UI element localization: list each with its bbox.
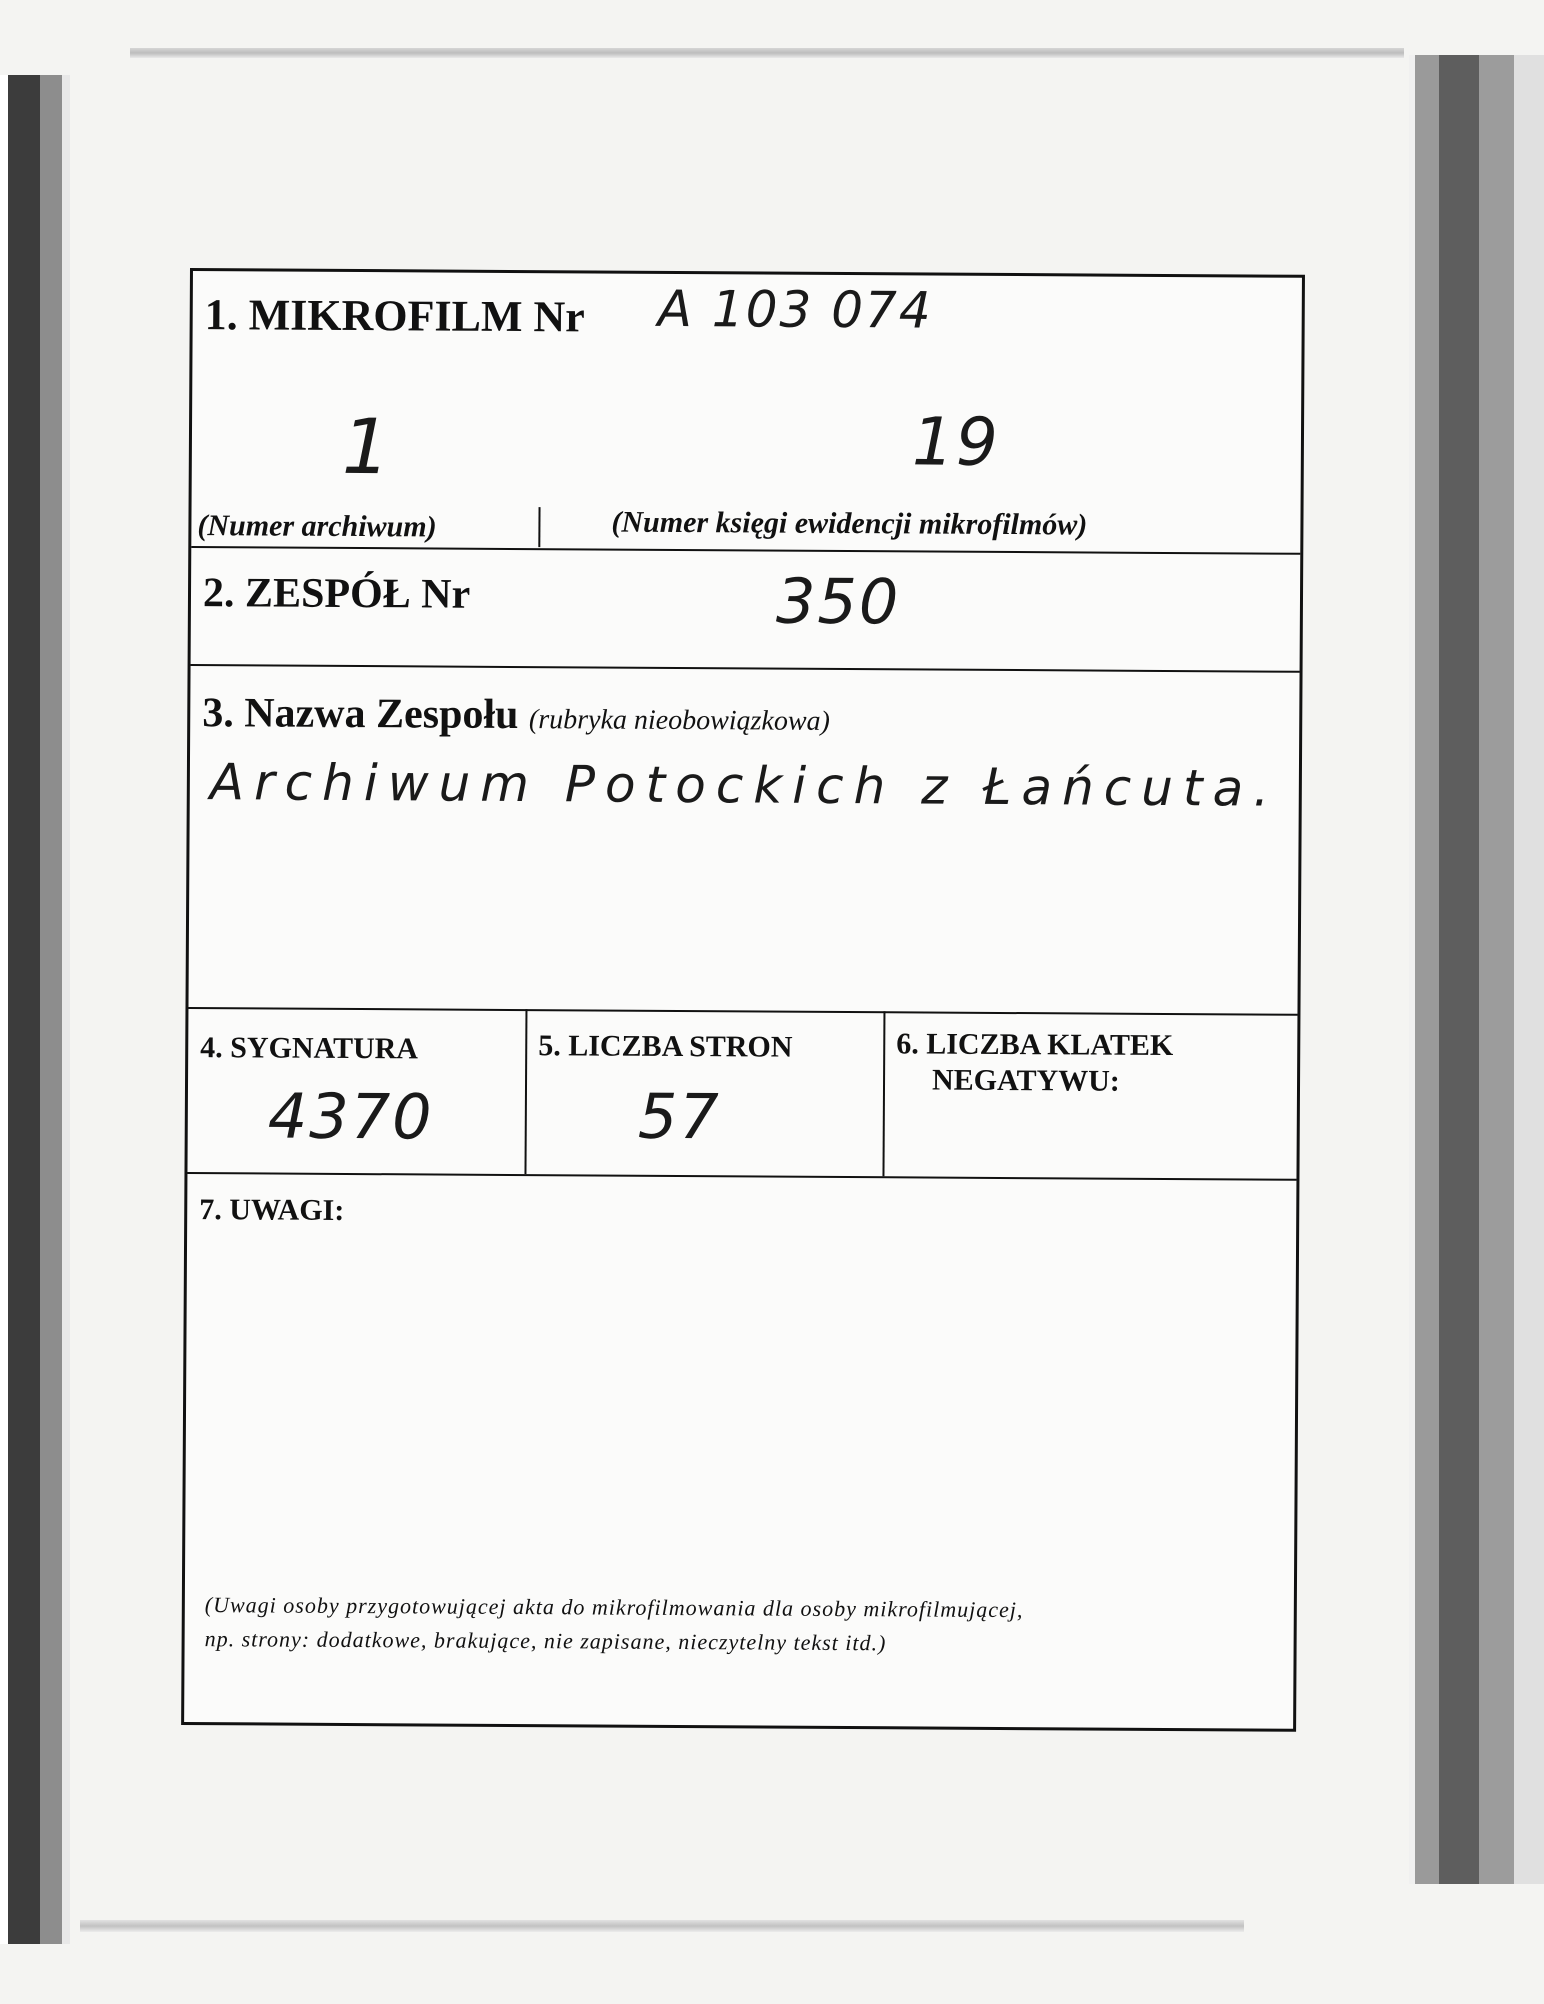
sygnatura-value: 4370 xyxy=(267,1079,434,1154)
divider-3 xyxy=(188,1007,1297,1016)
liczba-stron-value: 57 xyxy=(637,1079,721,1154)
divider-2 xyxy=(191,664,1300,673)
nazwa-zespolu-title: 3. Nazwa Zespołu xyxy=(202,690,519,739)
liczba-klatek-label: 6. LICZBA KLATEK xyxy=(896,1027,1174,1063)
negatywu-label: NEGATYWU: xyxy=(931,1063,1120,1098)
nazwa-zespolu-hint: (rubryka nieobowiązkowa) xyxy=(528,704,831,737)
film-edge-right xyxy=(1409,55,1544,1884)
divider-1 xyxy=(191,546,1300,555)
mikrofilm-label: 1. MIKROFILM Nr xyxy=(204,290,585,342)
archive-number-value: 1 xyxy=(341,401,393,492)
microfilm-form xyxy=(181,268,1305,1732)
divider-col-2 xyxy=(882,1011,885,1176)
archive-number-caption: (Numer archiwum) xyxy=(197,509,437,544)
zespol-label: 2. ZESPÓŁ Nr xyxy=(202,570,471,618)
mikrofilm-number: A 103 074 xyxy=(657,279,933,340)
sygnatura-label: 4. SYGNATURA xyxy=(200,1031,419,1066)
uwagi-note-line-2: np. strony: dodatkowe, brakujące, nie zapisane, nieczytelny tekst itd.) xyxy=(204,1626,887,1656)
book-number-value: 19 xyxy=(911,403,1001,481)
film-edge-left xyxy=(0,75,70,1944)
divider-4 xyxy=(187,1172,1296,1181)
scan-top-strip xyxy=(130,48,1404,58)
liczba-stron-label: 5. LICZBA STRON xyxy=(538,1029,793,1064)
nazwa-zespolu-label xyxy=(202,689,830,741)
divider-col-1 xyxy=(524,1009,527,1174)
uwagi-label: 7. UWAGI: xyxy=(199,1193,345,1227)
scan-bottom-strip xyxy=(80,1920,1244,1932)
book-number-caption: (Numer księgi ewidencji mikrofilmów) xyxy=(611,505,1088,542)
zespol-number: 350 xyxy=(775,564,901,639)
caption-divider xyxy=(538,507,540,547)
nazwa-zespolu-value: Archiwum Potockich z Łańcuta. xyxy=(209,753,1280,818)
uwagi-note-line-1: (Uwagi osoby przygotowującej akta do mikrofilmowania dla osoby mikrofilmującej, xyxy=(204,1592,1024,1623)
